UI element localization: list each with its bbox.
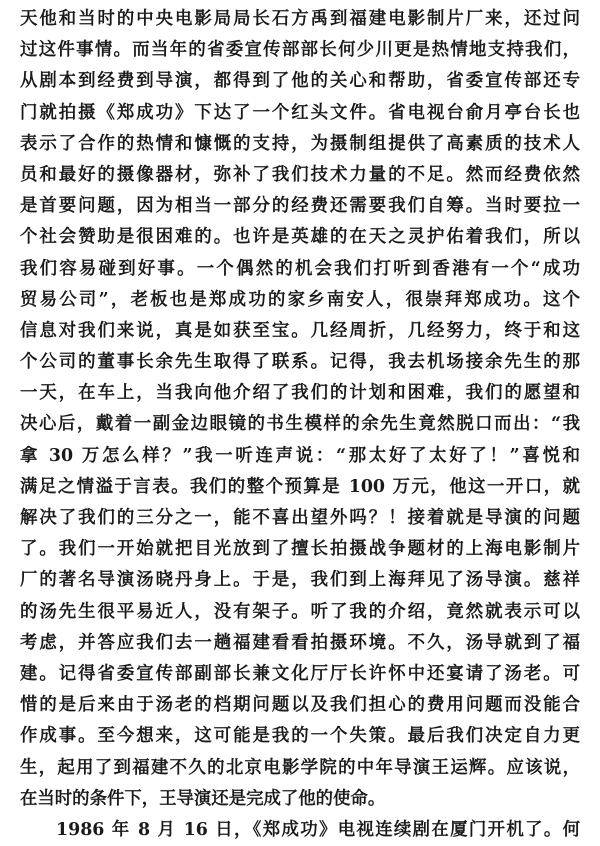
text-line: 考虑，并答应我们去一趟福建看看拍摄环境。不久，汤导就到了福 [20, 632, 580, 653]
text-line: 作成事。至今想来，这可能是我的一个失策。最后我们决定自力更 [20, 726, 580, 747]
body-text [20, 4, 580, 846]
text-line: 的汤先生很平易近人，没有架子。听了我的介绍，竟然就表示可以 [20, 601, 580, 622]
paragraph-last-line: 在当时的条件下，王导演还是完成了他的使命。 [20, 788, 386, 809]
text-line: 天他和当时的中央电影局局长石方禹到福建电影制片厂来，还过问 [20, 9, 580, 29]
paragraph-first-line: 1986 年 8 月 16 日，《郑成功》电视连续剧在厦门开机了。何 [56, 819, 580, 840]
text-line: 拿 30 万怎么样？”我一听连声说：“那太好了太好了！”喜悦和 [20, 445, 580, 466]
text-line: 一天，在车上，当我向他介绍了我们的计划和困难，我们的愿望和 [20, 383, 580, 404]
text-line: 了。我们一开始就把目光放到了擅长拍摄战争题材的上海电影制片 [20, 539, 580, 560]
text-line: 门就拍摄《郑成功》下达了一个红头文件。省电视台俞月亭台长也 [20, 102, 580, 123]
text-line: 解决了我们的三分之一，能不喜出望外吗？！接着就是导演的问题 [20, 508, 580, 528]
text-line: 个社会赞助是很困难的。也许是英雄的在天之灵护佑着我们，所以 [20, 227, 580, 248]
text-line: 满足之情溢于言表。我们的整个预算是 100 万元，他这一开口，就 [20, 476, 580, 497]
text-line: 贸易公司”，老板也是郑成功的家乡南安人，很崇拜郑成功。这个 [20, 289, 580, 310]
text-line: 个公司的董事长余先生取得了联系。记得，我去机场接余先生的那 [20, 352, 580, 373]
text-line: 从剧本到经费到导演，都得到了他的关心和帮助，省委宣传部还专 [20, 71, 580, 92]
text-line: 员和最好的摄像器材，弥补了我们技术力量的不足。然而经费依然 [20, 164, 580, 185]
text-line: 我们容易碰到好事。一个偶然的机会我们打听到香港有一个“成功 [20, 258, 580, 279]
text-line: 建。记得省委宣传部副部长兼文化厅厅长许怀中还宴请了汤老。可 [20, 663, 580, 684]
text-line: 过这件事情。而当年的省委宣传部部长何少川更是热情地支持我们， [20, 40, 580, 61]
text-line: 生，起用了到福建不久的北京电影学院的中年导演王运辉。应该说， [20, 757, 580, 778]
text-line: 决心后，戴着一副金边眼镜的书生模样的余先生竟然脱口而出：“我 [20, 414, 580, 435]
text-line: 厂的著名导演汤晓丹身上。于是，我们到上海拜见了汤导演。慈祥 [20, 570, 580, 591]
text-line: 是首要问题，因为相当一部分的经费还需要我们自筹。当时要拉一 [20, 196, 580, 217]
text-line: 信息对我们来说，真是如获至宝。几经周折，几经努力，终于和这 [20, 320, 580, 341]
text-line: 表示了合作的热情和慷慨的支持，为摄制组提供了高素质的技术人 [20, 133, 580, 154]
text-line: 惜的是后来由于汤老的档期问题以及我们担心的费用问题而没能合 [20, 695, 580, 716]
